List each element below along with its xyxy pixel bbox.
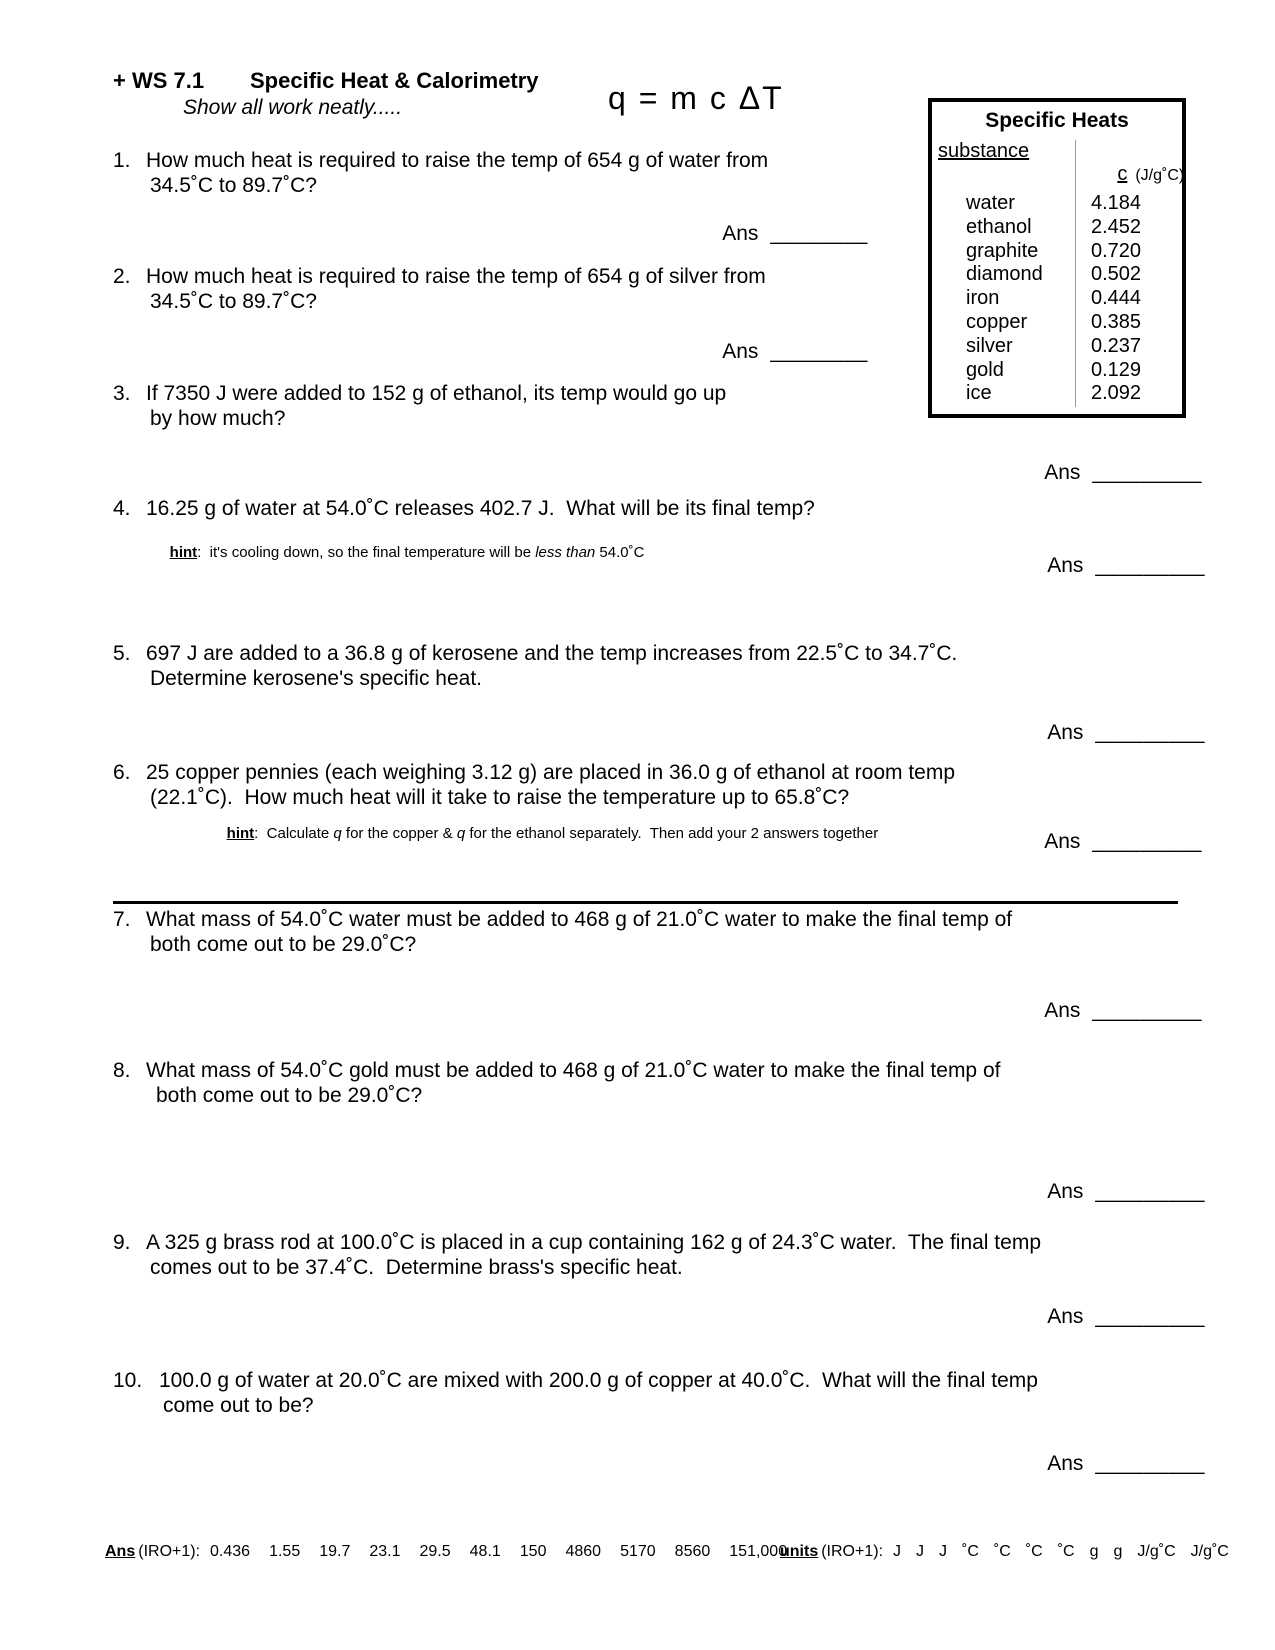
ans-blank: _________	[1095, 1305, 1205, 1328]
question-line: 697 J are added to a 36.8 g of kerosene and the temp increases from 22.5˚C to 34.7˚C.	[146, 642, 958, 665]
substance-cell: ethanol	[966, 215, 1032, 238]
ans-label: Ans	[722, 222, 759, 245]
question-text	[146, 907, 1012, 957]
hint-text-segment: q	[333, 825, 342, 842]
footer-answer-value: 8560	[674, 1543, 711, 1560]
footer-answer-value: 5170	[620, 1543, 656, 1560]
answer-field-5	[1025, 697, 1205, 769]
substance-cell: gold	[966, 358, 1004, 381]
footer-answer-value: 23.1	[369, 1543, 401, 1560]
question-line: 25 copper pennies (each weighing 3.12 g) are placed in 36.0 g of ethanol at room temp	[146, 761, 956, 784]
footer-unit-value: g	[1089, 1543, 1099, 1560]
substance-cell: water	[966, 192, 1015, 214]
hint-text-segment: less than	[535, 544, 596, 561]
table-row	[932, 263, 1182, 287]
footer-unit-value: J/g˚C	[1137, 1543, 1176, 1560]
question-2	[113, 264, 766, 314]
footer-unit-value: ˚C	[962, 1543, 979, 1560]
question-8	[113, 1058, 1000, 1108]
answer-field-6	[1022, 806, 1202, 878]
footer-answer-value: 151,000	[729, 1543, 788, 1560]
ans-blank: _________	[1092, 999, 1202, 1022]
footer-ans-key: (IRO+1):	[138, 1543, 201, 1560]
question-1	[113, 148, 768, 198]
question-text	[146, 760, 955, 810]
table-row	[932, 311, 1182, 335]
question-7	[113, 907, 1012, 957]
table-row	[932, 359, 1182, 383]
ans-label: Ans	[1047, 1180, 1084, 1203]
footer-units-key	[780, 1543, 1244, 1561]
table-rows	[932, 192, 1182, 406]
section-divider-line	[113, 901, 1178, 904]
footer-unit-value: J	[939, 1543, 948, 1560]
ans-label: Ans	[722, 340, 759, 363]
question-text	[146, 496, 815, 521]
ans-blank: _________	[1095, 554, 1205, 577]
question-text	[146, 381, 726, 431]
question-line: A 325 g brass rod at 100.0˚C is placed in a cup containing 162 g of 24.3˚C water. The final temp	[146, 1231, 1041, 1254]
answer-field-1	[700, 198, 868, 270]
question-line: How much heat is required to raise the temp of 654 g of water from	[146, 149, 769, 172]
question-line: (22.1˚C). How much heat will it take to raise the temperature up to 65.8˚C?	[150, 786, 850, 809]
question-line: come out to be?	[163, 1394, 314, 1417]
question-text	[146, 1230, 1041, 1280]
c-value-cell: 0.129	[1091, 358, 1142, 381]
question-line: comes out to be 37.4˚C. Determine brass's specific heat.	[150, 1256, 683, 1279]
question-6	[113, 760, 955, 810]
question-text	[146, 641, 957, 691]
answer-field-7	[1022, 975, 1202, 1047]
question-line: 100.0 g of water at 20.0˚C are mixed with 200.0 g of copper at 40.0˚C. What will the final temp	[159, 1369, 1038, 1392]
c-value-cell: 4.184	[1091, 192, 1142, 214]
footer-unit-value: J	[916, 1543, 925, 1560]
ans-label: Ans	[1044, 999, 1081, 1022]
question-text	[146, 1058, 1000, 1108]
question-line: How much heat is required to raise the temp of 654 g of silver from	[146, 265, 766, 288]
heat-formula: q = m c ΔT	[608, 80, 784, 116]
question-line: Determine kerosene's specific heat.	[150, 667, 483, 690]
question-4	[113, 496, 815, 521]
ans-label: Ans	[1044, 461, 1081, 484]
footer-answer-value: 1.55	[269, 1543, 301, 1560]
question-6-hint	[210, 808, 878, 859]
hint-text-segment: for the ethanol separately. Then add your 2 answers together	[465, 825, 879, 842]
ans-label: Ans	[1047, 1305, 1084, 1328]
column-header-c-symbol: c	[1117, 163, 1128, 185]
answer-field-4	[1025, 530, 1205, 602]
question-line: If 7350 J were added to 152 g of ethanol, its temp would go up	[146, 382, 727, 405]
table-row	[932, 335, 1182, 359]
table-row	[932, 192, 1182, 216]
hint-label: hint	[169, 544, 198, 561]
ans-blank: _________	[1092, 830, 1202, 853]
hint-text-segment: 54.0˚C	[595, 544, 645, 561]
substance-cell: copper	[966, 310, 1028, 333]
footer-unit-value: ˚C	[993, 1543, 1011, 1560]
worksheet-subtitle: Show all work neatly.....	[183, 96, 403, 119]
question-line: both come out to be 29.0˚C?	[150, 933, 417, 956]
footer-ans-label: Ans	[105, 1543, 136, 1560]
ans-blank: _________	[1095, 1180, 1205, 1203]
question-number: 5.	[113, 642, 131, 665]
ans-label: Ans	[1047, 554, 1084, 577]
question-number: 10.	[113, 1369, 143, 1392]
question-line: What mass of 54.0˚C gold must be added to 468 g of 21.0˚C water to make the final temp of	[146, 1059, 1001, 1082]
question-number: 7.	[113, 908, 131, 931]
question-line: What mass of 54.0˚C water must be added to 468 g of 21.0˚C water to make the final temp of	[146, 908, 1013, 931]
specific-heats-table	[928, 98, 1186, 418]
answer-field-8	[1025, 1156, 1205, 1228]
footer-units-key-text: (IRO+1):	[821, 1543, 884, 1560]
hint-text-segment: : it's cooling down, so the final temperature will be	[197, 544, 536, 561]
question-number: 4.	[113, 497, 131, 520]
footer-answer-values	[210, 1543, 806, 1561]
hint-text-segment: : Calculate	[254, 825, 334, 842]
footer-units-label: units	[780, 1543, 819, 1560]
c-value-cell: 2.452	[1091, 215, 1142, 238]
substance-cell: diamond	[966, 263, 1043, 286]
question-text	[146, 148, 768, 198]
ans-blank: _________	[1095, 721, 1205, 744]
question-line: 16.25 g of water at 54.0˚C releases 402.7 J. What will be its final temp?	[146, 497, 815, 520]
worksheet-number: + WS 7.1	[113, 68, 205, 93]
footer-answer-value: 48.1	[469, 1543, 501, 1560]
question-number: 6.	[113, 761, 131, 784]
question-number: 1.	[113, 149, 131, 172]
ans-blank: _________	[1092, 461, 1202, 484]
footer-unit-value: J/g˚C	[1190, 1543, 1229, 1560]
footer-answer-value: 0.436	[210, 1543, 251, 1560]
c-value-cell: 2.092	[1091, 382, 1142, 405]
question-text	[159, 1368, 1038, 1418]
hint-label: hint	[226, 825, 255, 842]
substance-cell: ice	[966, 382, 992, 405]
question-4-hint	[153, 527, 644, 578]
column-header-c-units: (J/g˚C)	[1135, 167, 1185, 184]
c-value-cell: 0.720	[1091, 239, 1142, 262]
question-text	[146, 264, 766, 314]
question-line: 34.5˚C to 89.7˚C?	[150, 174, 317, 197]
c-value-cell: 0.237	[1091, 334, 1142, 357]
question-line: both come out to be 29.0˚C?	[156, 1084, 423, 1107]
c-value-cell: 0.502	[1091, 263, 1142, 286]
page-title: Specific Heat & Calorimetry	[250, 68, 539, 93]
hint-text-segment: for the copper &	[341, 825, 457, 842]
question-number: 2.	[113, 265, 131, 288]
footer-unit-values	[893, 1543, 1244, 1561]
answer-field-10	[1025, 1428, 1205, 1500]
hint-text	[197, 544, 644, 561]
ans-label: Ans	[1044, 830, 1081, 853]
footer-answer-key	[105, 1543, 806, 1561]
question-line: by how much?	[150, 407, 286, 430]
question-3	[113, 381, 726, 431]
substance-cell: silver	[966, 334, 1013, 357]
footer-answer-value: 4860	[565, 1543, 602, 1560]
c-value-cell: 0.444	[1091, 287, 1142, 310]
question-number: 8.	[113, 1059, 131, 1082]
question-9	[113, 1230, 1041, 1280]
question-line: 34.5˚C to 89.7˚C?	[150, 290, 317, 313]
footer-answer-value: 150	[519, 1543, 547, 1560]
answer-field-2	[700, 316, 868, 388]
hint-text-segment: q	[456, 825, 466, 842]
answer-field-9	[1025, 1281, 1205, 1353]
table-row	[932, 382, 1182, 406]
ans-label: Ans	[1047, 1452, 1084, 1475]
footer-answer-value: 19.7	[319, 1543, 351, 1560]
ans-blank: _________	[1095, 1452, 1205, 1475]
question-5	[113, 641, 957, 691]
substance-cell: iron	[966, 287, 1000, 310]
ans-blank: ________	[770, 222, 868, 245]
substance-cell: graphite	[966, 239, 1039, 262]
footer-answer-value: 29.5	[419, 1543, 451, 1560]
ans-blank: ________	[770, 340, 868, 363]
footer-unit-value: g	[1113, 1543, 1123, 1560]
footer-unit-value: ˚C	[1025, 1543, 1043, 1560]
footer-unit-value: ˚C	[1057, 1543, 1075, 1560]
question-10	[113, 1368, 1038, 1418]
answer-field-3	[1022, 437, 1202, 509]
question-number: 3.	[113, 382, 131, 405]
column-header-substance: substance	[938, 140, 1030, 162]
question-number: 9.	[113, 1231, 131, 1254]
hint-text	[254, 825, 878, 842]
ans-label: Ans	[1047, 721, 1084, 744]
table-row	[932, 240, 1182, 264]
c-value-cell: 0.385	[1091, 310, 1142, 333]
table-row	[932, 216, 1182, 240]
table-row	[932, 287, 1182, 311]
footer-unit-value: J	[893, 1543, 902, 1560]
table-title: Specific Heats	[985, 109, 1129, 132]
